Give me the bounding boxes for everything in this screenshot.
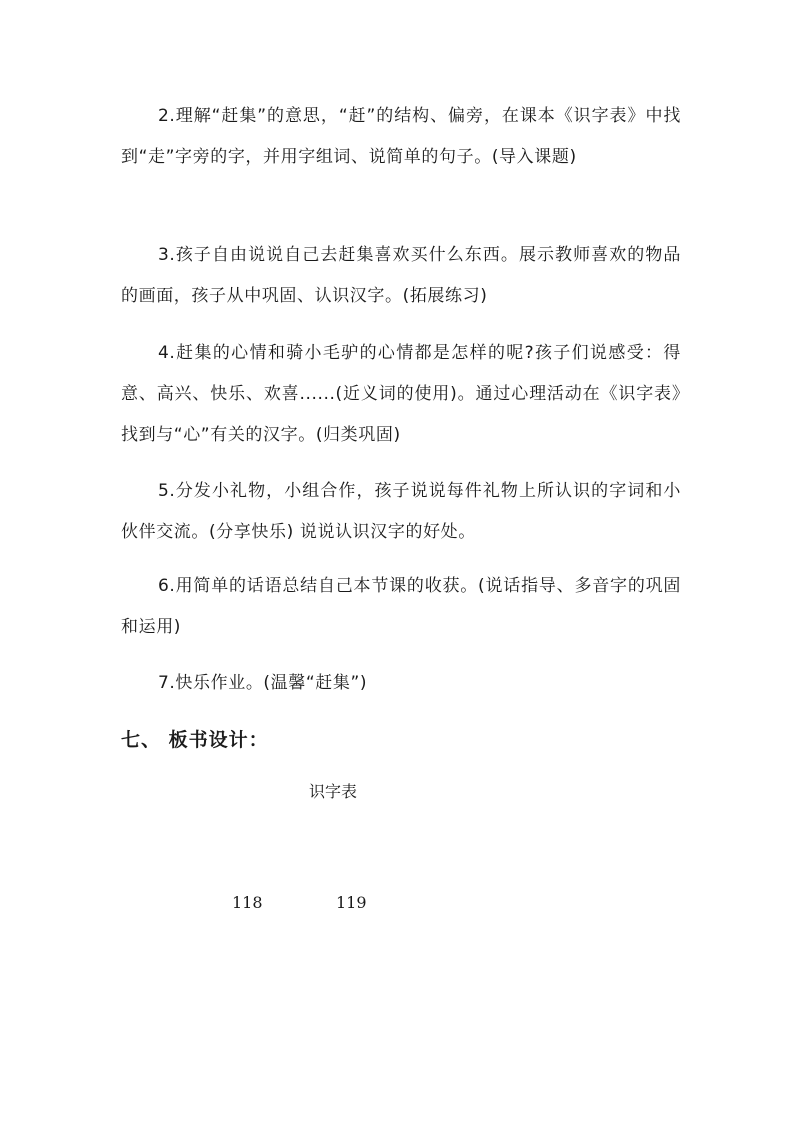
section-heading-board-design: 七、 板书设计： <box>121 729 269 751</box>
board-number-second: 119 <box>336 893 367 912</box>
step-7-paragraph: 7.快乐作业。(温馨“赶集”) <box>158 673 368 693</box>
board-number-first: 118 <box>232 893 263 912</box>
step-5-paragraph: 5.分发小礼物，小组合作，孩子说说每件礼物上所认识的字词和小伙伴交流。(分享快乐) 说说认识汉字的好处。 <box>121 481 681 542</box>
board-title: 识字表 <box>309 782 358 801</box>
step-4-paragraph: 4.赶集的心情和骑小毛驴的心情都是怎样的呢?孩子们说感受：得意、高兴、快乐、欢喜......(近义词的使用)。通过心理活动在《识字表》找到与“心”有关的汉字。(归类巩固) <box>121 343 681 445</box>
step-2-paragraph: 2.理解“赶集”的意思，“赶”的结构、偏旁，在课本《识字表》中找到“走”字旁的字，并用字组词、说简单的句子。(导入课题) <box>121 106 681 167</box>
step-3-paragraph: 3.孩子自由说说自己去赶集喜欢买什么东西。展示教师喜欢的物品的画面，孩子从中巩固、认识汉字。(拓展练习) <box>121 245 681 306</box>
step-6-paragraph: 6.用简单的话语总结自己本节课的收获。(说话指导、多音字的巩固和运用) <box>121 576 681 637</box>
